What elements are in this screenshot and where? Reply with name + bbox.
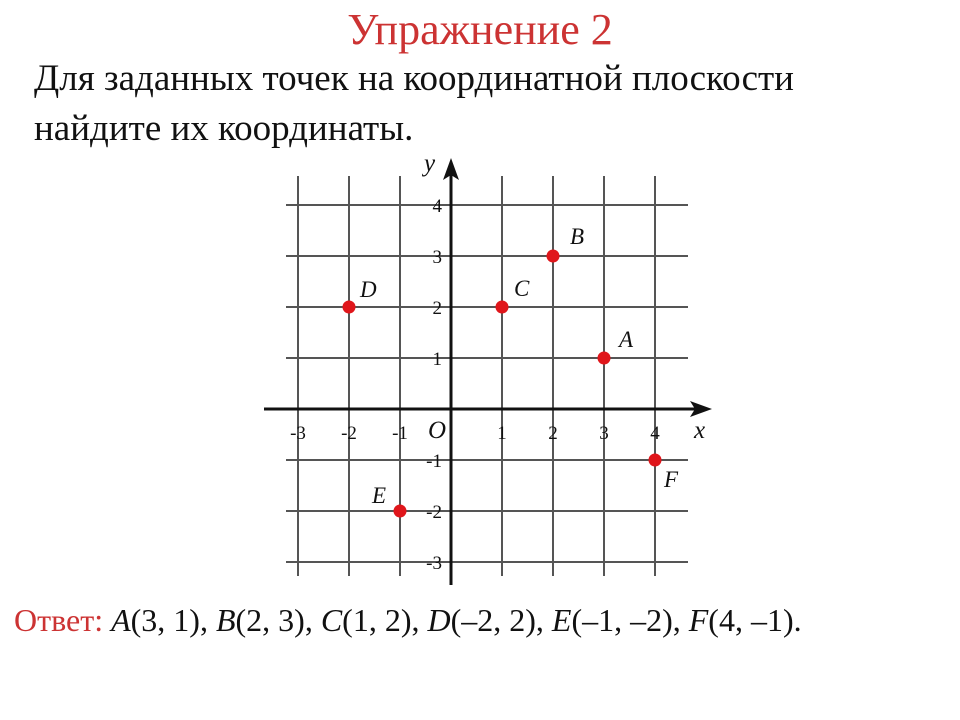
y-tick-label: 4 bbox=[432, 196, 442, 217]
x-axis-label: x bbox=[694, 417, 706, 444]
y-tick-label: -1 bbox=[426, 451, 442, 472]
point-a bbox=[598, 352, 611, 365]
answer-point-name: E bbox=[551, 602, 572, 638]
answer-items bbox=[111, 602, 802, 638]
y-tick-label: 1 bbox=[432, 349, 442, 370]
x-tick-label: 1 bbox=[497, 423, 507, 444]
slide-title: Упражнение 2 bbox=[347, 5, 613, 54]
point-label-d: D bbox=[360, 277, 377, 302]
answer-point-coords: (4, –1). bbox=[708, 602, 802, 638]
point-c bbox=[496, 301, 509, 314]
task-line-1: Для заданных точек на координатной плоскости bbox=[34, 58, 794, 99]
grid bbox=[286, 176, 688, 576]
answer-label: Ответ: bbox=[14, 602, 104, 638]
answer-point-name: A bbox=[111, 602, 131, 638]
point-label-a: A bbox=[619, 327, 634, 352]
answer-point-coords: (–2, 2), bbox=[450, 602, 552, 638]
answer-point-coords: (3, 1), bbox=[130, 602, 216, 638]
point-label-c: C bbox=[514, 276, 530, 301]
points bbox=[343, 224, 680, 518]
x-tick-label: 2 bbox=[548, 423, 558, 444]
y-axis-label: y bbox=[424, 150, 436, 177]
answer-point-name: D bbox=[427, 602, 451, 638]
point-b bbox=[547, 250, 560, 263]
y-tick-label: 3 bbox=[432, 247, 442, 268]
origin-label: O bbox=[428, 417, 447, 444]
x-tick-label: -1 bbox=[392, 423, 408, 444]
answer-point-name: F bbox=[688, 602, 709, 638]
answer-point-coords: (2, 3), bbox=[235, 602, 321, 638]
y-tick-label: -2 bbox=[426, 502, 442, 523]
x-tick-label: -2 bbox=[341, 423, 357, 444]
answer-point-coords: (1, 2), bbox=[342, 602, 428, 638]
answer-line bbox=[14, 598, 954, 642]
task-line-2: найдите их координаты. bbox=[34, 108, 414, 149]
answer-point-coords: (–1, –2), bbox=[571, 602, 689, 638]
axes bbox=[264, 150, 712, 585]
point-label-e: E bbox=[372, 483, 387, 508]
point-label-b: B bbox=[570, 224, 585, 249]
y-tick-label: 2 bbox=[432, 298, 442, 319]
x-tick-label: -3 bbox=[290, 423, 306, 444]
y-tick-label: -3 bbox=[426, 553, 442, 574]
point-e bbox=[394, 505, 407, 518]
x-tick-label: 4 bbox=[650, 423, 660, 444]
x-tick-label: 3 bbox=[599, 423, 609, 444]
answer-point-name: C bbox=[320, 602, 343, 638]
point-d bbox=[343, 301, 356, 314]
point-label-f: F bbox=[664, 467, 679, 492]
point-f bbox=[649, 454, 662, 467]
answer-point-name: B bbox=[215, 602, 236, 638]
